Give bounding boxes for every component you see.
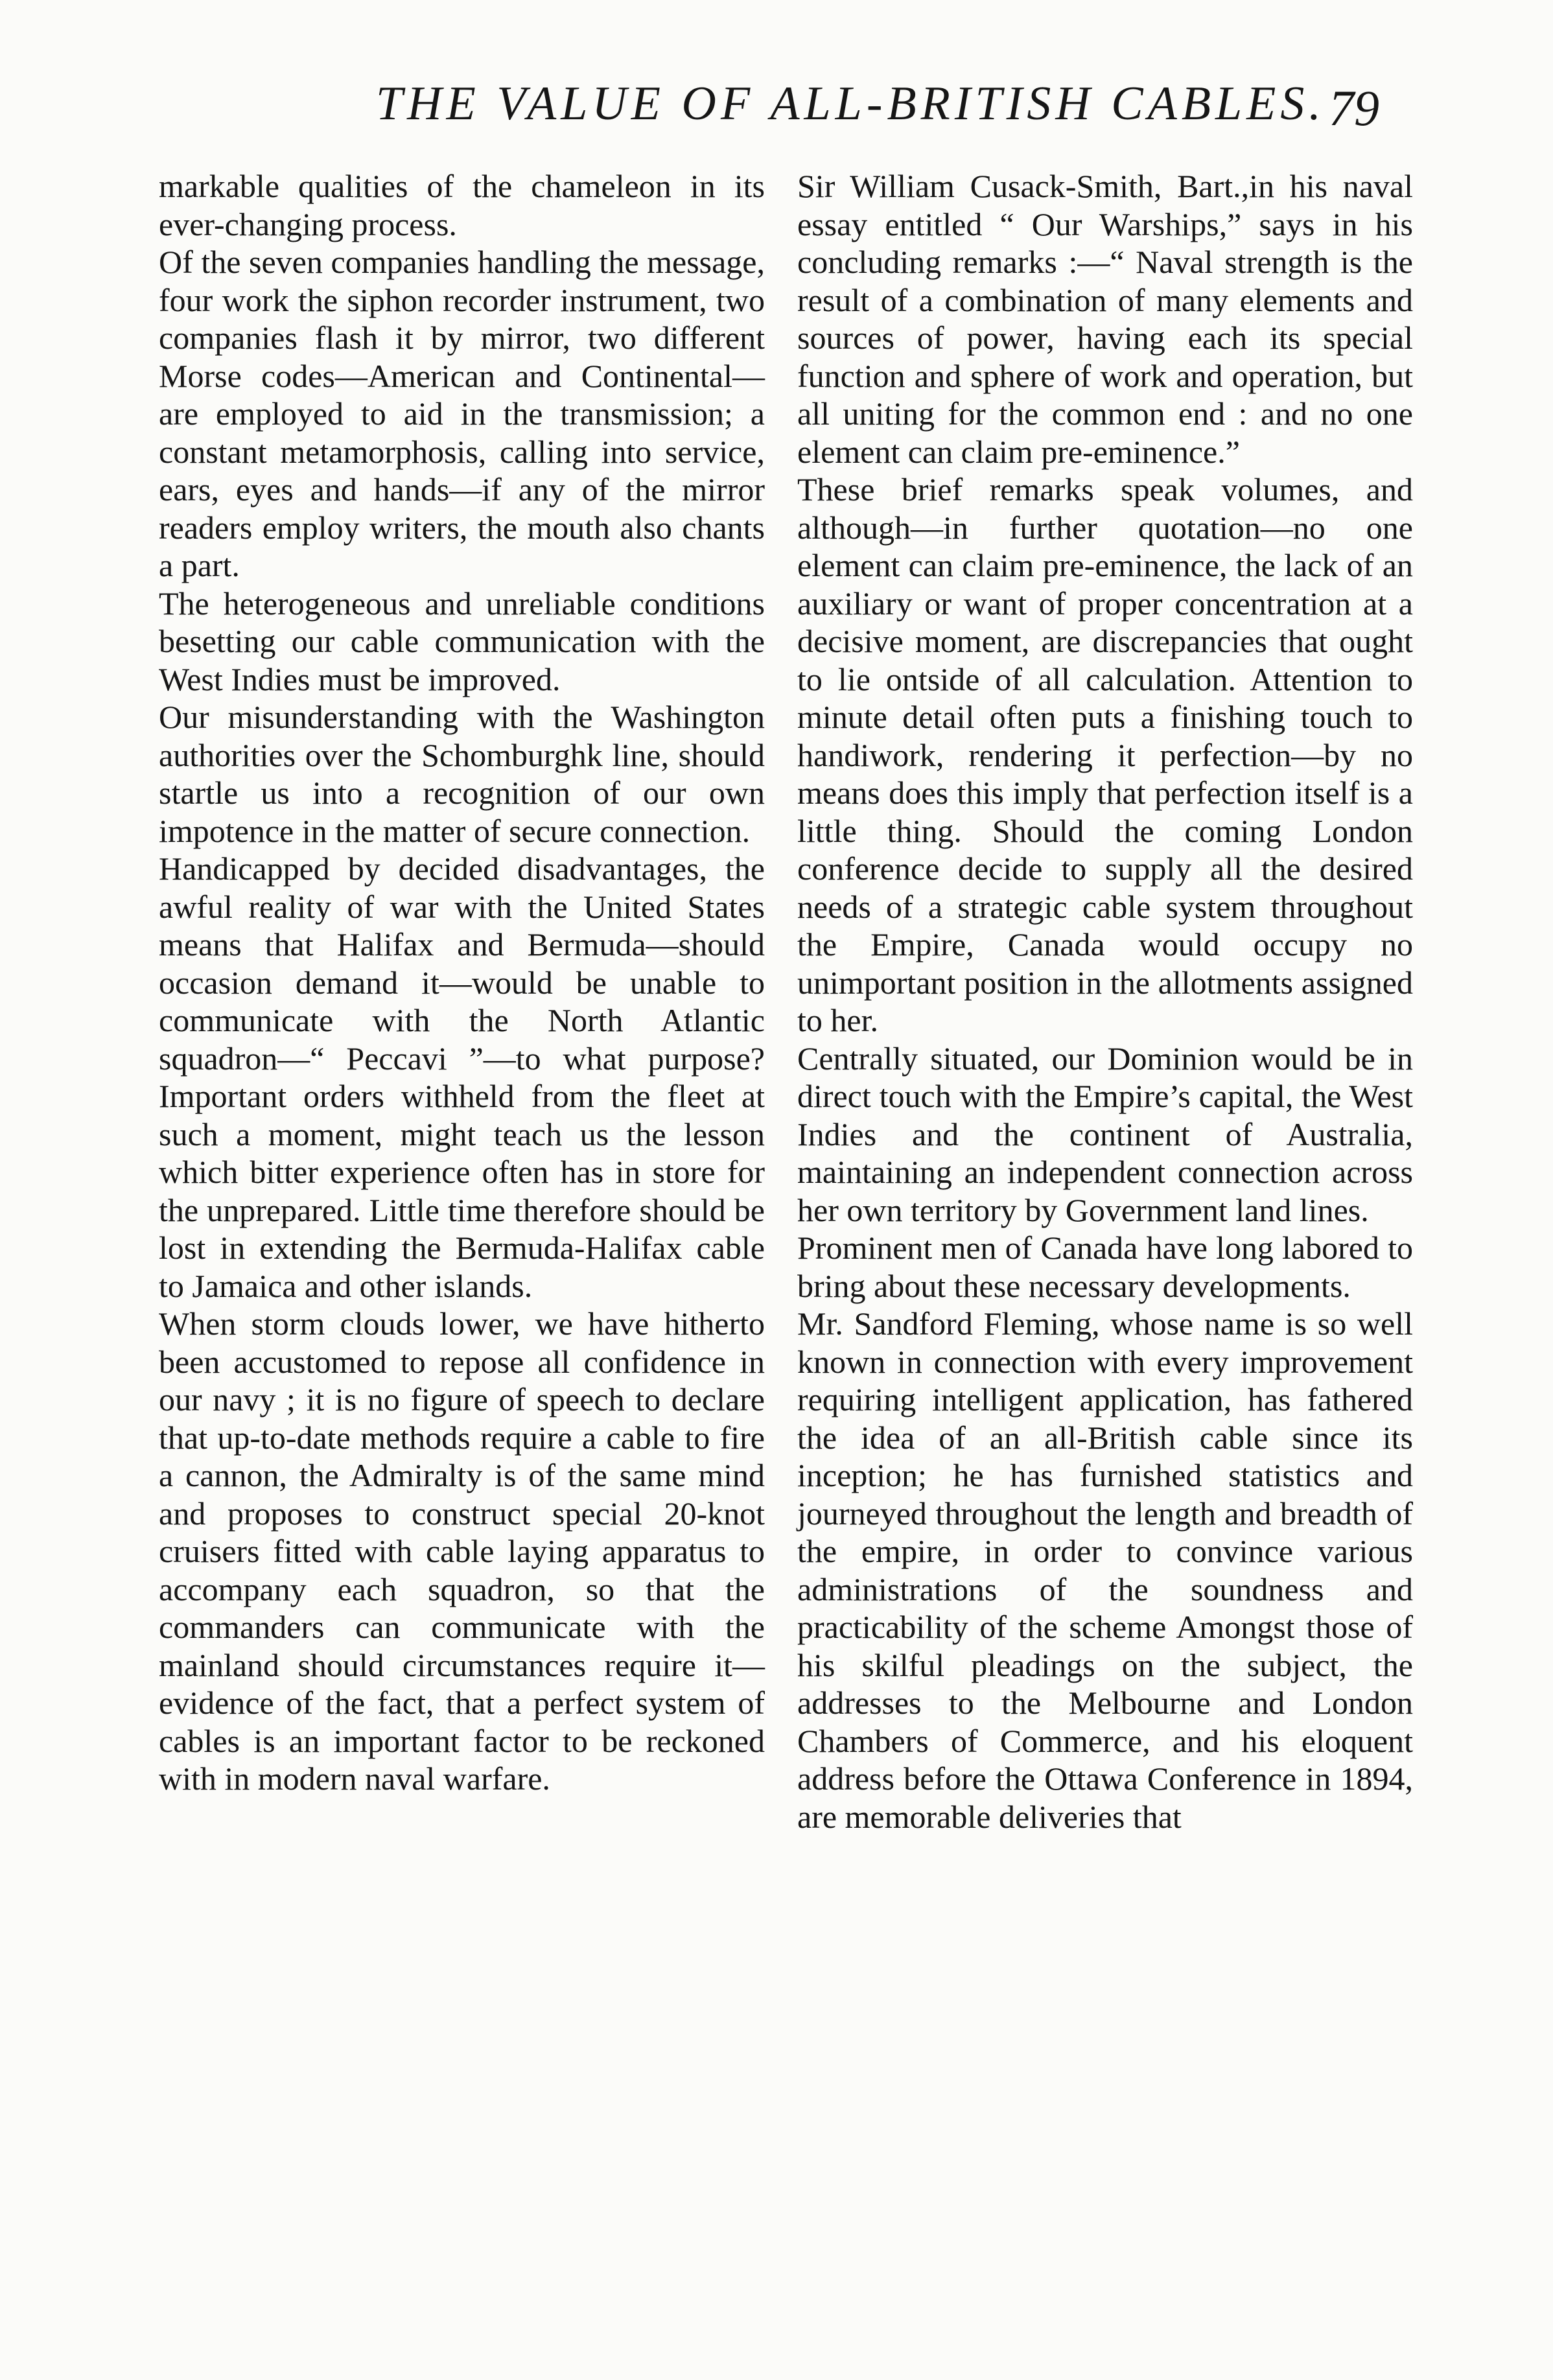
running-title: THE VALUE OF ALL-BRITISH CABLES. [376,77,1325,130]
paragraph: Sir William Cusack-Smith, Bart.,in his naval essay entitled “ Our Warships,” says in his concluding remarks :—“ Naval strength is the result of a combination of many elements and sources of power, having each its special function and sphere of work and operation, but all uniting for the common end : and no one element can claim pre-eminence.” [797,168,1413,470]
paragraph: markable qualities of the chameleon in its ever-changing process. [159,168,765,242]
paragraph: When storm clouds lower, we have hitherto been accustomed to repose all confidence in our navy ; it is no figure of speech to declare that up-to-date methods require a cable to fire a cannon, the Admiralty is of the same mind and proposes to construct special 20-knot cruisers fitted with cable laying apparatus to accompany each squadron, so that the commanders can communicate with the mainland should circumstances require it—evidence of the fact, that a perfect system of cables is an important factor to be reckoned with in modern naval warfare. [159,1305,765,1797]
paragraph: Handicapped by decided disadvantages, the awful reality of war with the United States means that Halifax and Bermuda—should occasion demand it—would be unable to communicate with the North Atlantic squadron—“ Peccavi ”—to what purpose? Important orders withheld from the fleet at such a moment, might teach us the lesson which bitter experience often has in store for the unprepared. Little time therefore should be lost in extending the Bermuda-Halifax cable to Jamaica and other islands. [159,850,765,1304]
left-column [159,167,765,1798]
paragraph: The heterogeneous and unreliable conditions besetting our cable communication with the West Indies must be improved. [159,585,765,697]
paragraph: Centrally situated, our Dominion would be in direct touch with the Empire’s capital, the West Indies and the continent of Australia, maintaining an independent connection across her own territory by Government land lines. [797,1040,1413,1228]
paragraph: These brief remarks speak volumes, and although—in further quotation—no one element can claim pre-eminence, the lack of an auxiliary or want of proper concentration at a decisive moment, are discrepancies that ought to lie ontside of all calculation. Attention to minute detail often puts a finishing touch to handiwork, rendering it perfection—by no means does this imply that perfection itself is a little thing. Should the coming London conference decide to supply all the desired needs of a strategic cable system throughout the Empire, Canada would occupy no unimportant position in the allotments assigned to her. [797,471,1413,1038]
paragraph: Our misunderstanding with the Washington authorities over the Schomburghk line, should startle us into a recognition of our own impotence in the matter of secure connection. [159,699,765,849]
page-number: 79 [1329,80,1379,136]
right-column [797,167,1413,1836]
paragraph: Mr. Sandford Fleming, whose name is so well known in connection with every improvement requiring intelligent application, has fathered the idea of an all-British cable since its inception; he has furnished statistics and journeyed throughout the length and breadth of the empire, in order to convince various administrations of the soundness and practicability of the scheme Amongst those of his skilful pleadings on the subject, the addresses to the Melbourne and London Chambers of Commerce, and his eloquent address before the Ottawa Conference in 1894, are memorable deliveries that [797,1305,1413,1835]
page-header [0,76,1553,148]
paragraph: Prominent men of Canada have long labored to bring about these necessary developments. [797,1230,1413,1304]
paragraph: Of the seven companies handling the message, four work the siphon recorder instrument, two companies flash it by mirror, two different Morse codes—American and Continental—are employed to aid in the transmission; a constant metamorphosis, calling into service, ears, eyes and hands—if any of the mirror readers employ writers, the mouth also chants a part. [159,244,765,583]
